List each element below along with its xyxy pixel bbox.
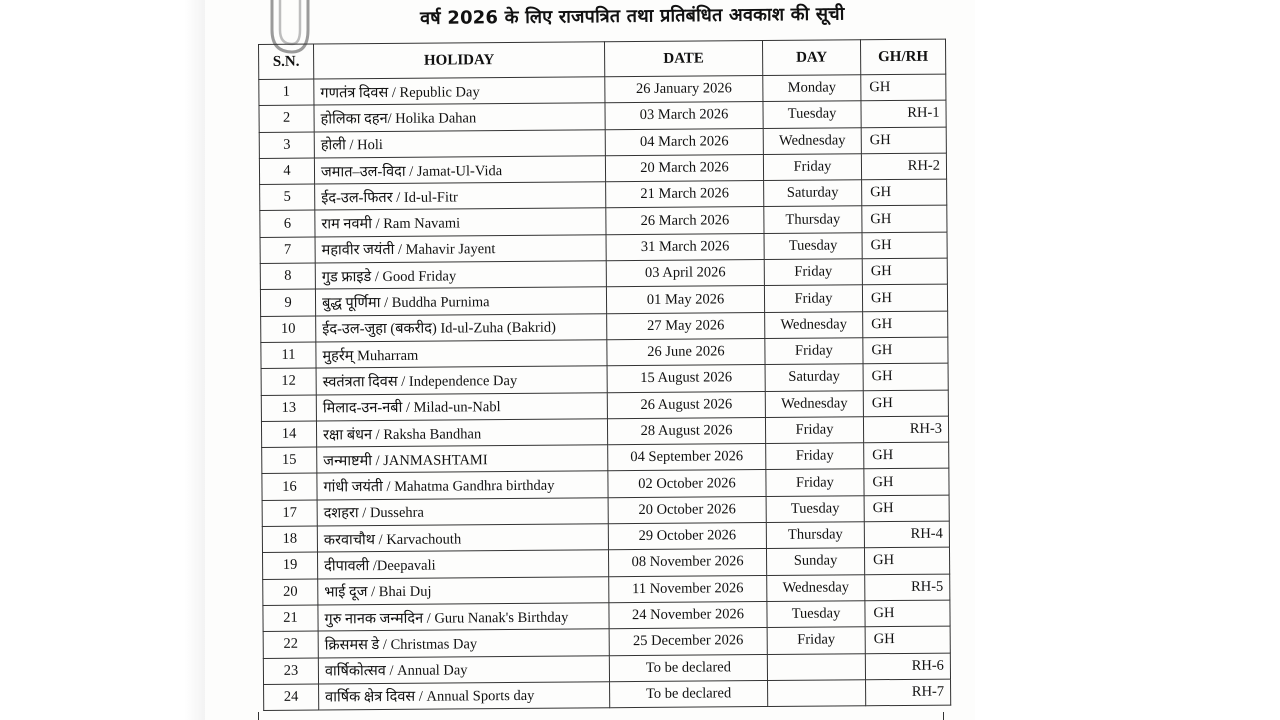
cell-holiday: क्रिसमस डे / Christmas Day <box>318 629 609 658</box>
cell-holiday: ईद-उल-फितर / Id-ul-Fitr <box>315 182 606 211</box>
cell-date: 20 October 2026 <box>608 496 766 524</box>
cell-holiday: दशहरा / Dussehra <box>317 498 608 527</box>
cell-day: Friday <box>764 285 862 312</box>
table-body <box>259 74 951 711</box>
cell-sn: 14 <box>261 421 316 448</box>
cell-sn: 15 <box>262 447 317 474</box>
cell-sn: 9 <box>260 289 315 316</box>
cell-holiday: वार्षिक क्षेत्र दिवस / Annual Sports day <box>319 682 610 711</box>
cell-holiday: महावीर जयंती / Mahavir Jayent <box>315 235 606 264</box>
cell-date: 21 March 2026 <box>606 181 764 209</box>
cell-gh-rh: GH <box>862 179 947 206</box>
cell-date: 28 August 2026 <box>607 417 765 445</box>
cell-sn: 24 <box>264 684 319 711</box>
cell-sn: 18 <box>262 526 317 553</box>
cell-date: To be declared <box>609 654 767 682</box>
header-holiday: HOLIDAY <box>314 42 605 79</box>
cell-sn: 3 <box>259 132 314 159</box>
cell-date: 15 August 2026 <box>607 365 765 393</box>
cell-gh-rh: GH <box>864 495 949 522</box>
cell-gh-rh: GH <box>865 626 950 653</box>
cell-gh-rh: RH-5 <box>865 574 950 601</box>
cell-day: Monday <box>763 75 861 102</box>
cell-gh-rh: GH <box>862 206 947 233</box>
cell-day: Wednesday <box>765 311 863 338</box>
cell-day: Friday <box>765 338 863 365</box>
cell-day: Thursday <box>766 522 864 549</box>
cell-date: 27 May 2026 <box>607 312 765 340</box>
cell-holiday: राम नवमी / Ram Navami <box>315 208 606 237</box>
cell-date: 08 November 2026 <box>608 549 766 577</box>
cell-date: 20 March 2026 <box>605 154 763 182</box>
cell-holiday: गणतंत्र दिवस / Republic Day <box>314 77 605 106</box>
cell-sn: 2 <box>259 105 314 132</box>
table-row <box>264 679 951 711</box>
cell-gh-rh: RH-7 <box>866 679 951 706</box>
cell-day: Saturday <box>765 364 863 391</box>
cell-day: Friday <box>765 417 863 444</box>
cell-sn: 16 <box>262 474 317 501</box>
cell-holiday: मिलाद-उन-नबी / Milad-un-Nabl <box>316 392 607 421</box>
cell-day: Saturday <box>764 180 862 207</box>
cell-gh-rh: RH-1 <box>861 100 946 127</box>
cell-day: Wednesday <box>763 127 861 154</box>
cell-gh-rh: GH <box>863 363 948 390</box>
cell-gh-rh: GH <box>864 469 949 496</box>
cell-gh-rh: GH <box>862 232 947 259</box>
cell-date: 25 December 2026 <box>609 628 767 656</box>
cell-holiday: गुड फ्राइडे / Good Friday <box>315 261 606 290</box>
cell-holiday: गुरु नानक जन्मदिन / Guru Nanak's Birthday <box>318 603 609 632</box>
cell-sn: 6 <box>260 211 315 238</box>
cell-date: 26 January 2026 <box>605 76 763 104</box>
cell-sn: 8 <box>260 263 315 290</box>
cell-day: Friday <box>763 154 861 181</box>
cell-gh-rh: GH <box>862 258 947 285</box>
cell-holiday: भाई दूज / Bhai Duj <box>318 576 609 605</box>
cell-sn: 17 <box>262 500 317 527</box>
cell-day: Sunday <box>766 548 864 575</box>
cell-sn: 19 <box>262 552 317 579</box>
cell-holiday: गांधी जयंती / Mahatma Gandhra birthday <box>317 471 608 500</box>
cell-day: Friday <box>767 627 865 654</box>
cell-day <box>767 653 865 680</box>
cell-holiday: होली / Holi <box>314 129 605 158</box>
cell-date: 26 August 2026 <box>607 391 765 419</box>
cell-gh-rh: RH-4 <box>864 521 949 548</box>
cell-date: 29 October 2026 <box>608 523 766 551</box>
cell-gh-rh: GH <box>863 390 948 417</box>
cell-day: Tuesday <box>767 601 865 628</box>
cell-day: Friday <box>766 443 864 470</box>
cell-holiday: जन्माष्टमी / JANMASHTAMI <box>317 445 608 474</box>
table-header-row <box>259 39 946 79</box>
cell-gh-rh: RH-6 <box>865 653 950 680</box>
cell-gh-rh: GH <box>864 442 949 469</box>
cell-holiday: जमात–उल-विदा / Jamat-Ul-Vida <box>314 156 605 185</box>
cell-holiday: मुहर्रम् Muharram <box>316 340 607 369</box>
cell-sn: 11 <box>261 342 316 369</box>
cell-holiday: रक्षा बंधन / Raksha Bandhan <box>316 419 607 448</box>
background-margin <box>0 0 205 720</box>
cell-day <box>768 680 866 707</box>
cell-holiday: बुद्ध पूर्णिमा / Buddha Purnima <box>315 287 606 316</box>
cell-day: Wednesday <box>767 574 865 601</box>
cell-day: Friday <box>766 469 864 496</box>
table-continuation <box>258 712 944 720</box>
cell-day: Tuesday <box>763 101 861 128</box>
cell-date: 03 March 2026 <box>605 102 763 130</box>
cell-date: 03 April 2026 <box>606 260 764 288</box>
cell-date: 26 June 2026 <box>607 338 765 366</box>
cell-day: Wednesday <box>765 390 863 417</box>
cell-date: 11 November 2026 <box>609 575 767 603</box>
cell-gh-rh: GH <box>863 311 948 338</box>
cell-sn: 20 <box>263 579 318 606</box>
page-title: वर्ष 2026 के लिए राजपत्रित तथा प्रतिबंधित अवकाश की सूची <box>419 3 845 30</box>
cell-date: 04 September 2026 <box>608 444 766 472</box>
cell-date: 26 March 2026 <box>606 207 764 235</box>
cell-day: Tuesday <box>764 233 862 260</box>
header-sn: S.N. <box>259 44 314 79</box>
cell-holiday: वार्षिकोत्सव / Annual Day <box>318 655 609 684</box>
cell-sn: 21 <box>263 605 318 632</box>
cell-holiday: ईद-उल-जुहा (बकरीद) Id-ul-Zuha (Bakrid) <box>316 313 607 342</box>
cell-day: Tuesday <box>766 496 864 523</box>
cell-sn: 23 <box>263 658 318 685</box>
cell-sn: 4 <box>259 158 314 185</box>
cell-holiday: होलिका दहन/ Holika Dahan <box>314 103 605 132</box>
cell-date: 31 March 2026 <box>606 233 764 261</box>
cell-sn: 22 <box>263 631 318 658</box>
cell-gh-rh: RH-2 <box>861 153 946 180</box>
header-date: DATE <box>604 41 762 77</box>
cell-day: Friday <box>764 259 862 286</box>
header-gh-rh: GH/RH <box>860 39 945 75</box>
holiday-table <box>258 39 951 712</box>
cell-date: 02 October 2026 <box>608 470 766 498</box>
cell-gh-rh: GH <box>861 74 946 101</box>
cell-gh-rh: GH <box>865 600 950 627</box>
cell-date: 04 March 2026 <box>605 128 763 156</box>
cell-sn: 7 <box>260 237 315 264</box>
cell-sn: 5 <box>260 184 315 211</box>
cell-sn: 12 <box>261 368 316 395</box>
cell-holiday: स्वतंत्रता दिवस / Independence Day <box>316 366 607 395</box>
cell-gh-rh: RH-3 <box>863 416 948 443</box>
cell-date: To be declared <box>610 680 768 708</box>
cell-holiday: करवाचौथ / Karvachouth <box>317 524 608 553</box>
header-day: DAY <box>762 40 860 76</box>
cell-holiday: दीपावली /Deepavali <box>317 550 608 579</box>
cell-gh-rh: GH <box>862 284 947 311</box>
cell-gh-rh: GH <box>863 337 948 364</box>
cell-date: 01 May 2026 <box>606 286 764 314</box>
cell-sn: 10 <box>261 316 316 343</box>
cell-gh-rh: GH <box>861 127 946 154</box>
cell-date: 24 November 2026 <box>609 601 767 629</box>
cell-gh-rh: GH <box>864 547 949 574</box>
cell-sn: 13 <box>261 395 316 422</box>
cell-day: Thursday <box>764 206 862 233</box>
cell-sn: 1 <box>259 79 314 106</box>
